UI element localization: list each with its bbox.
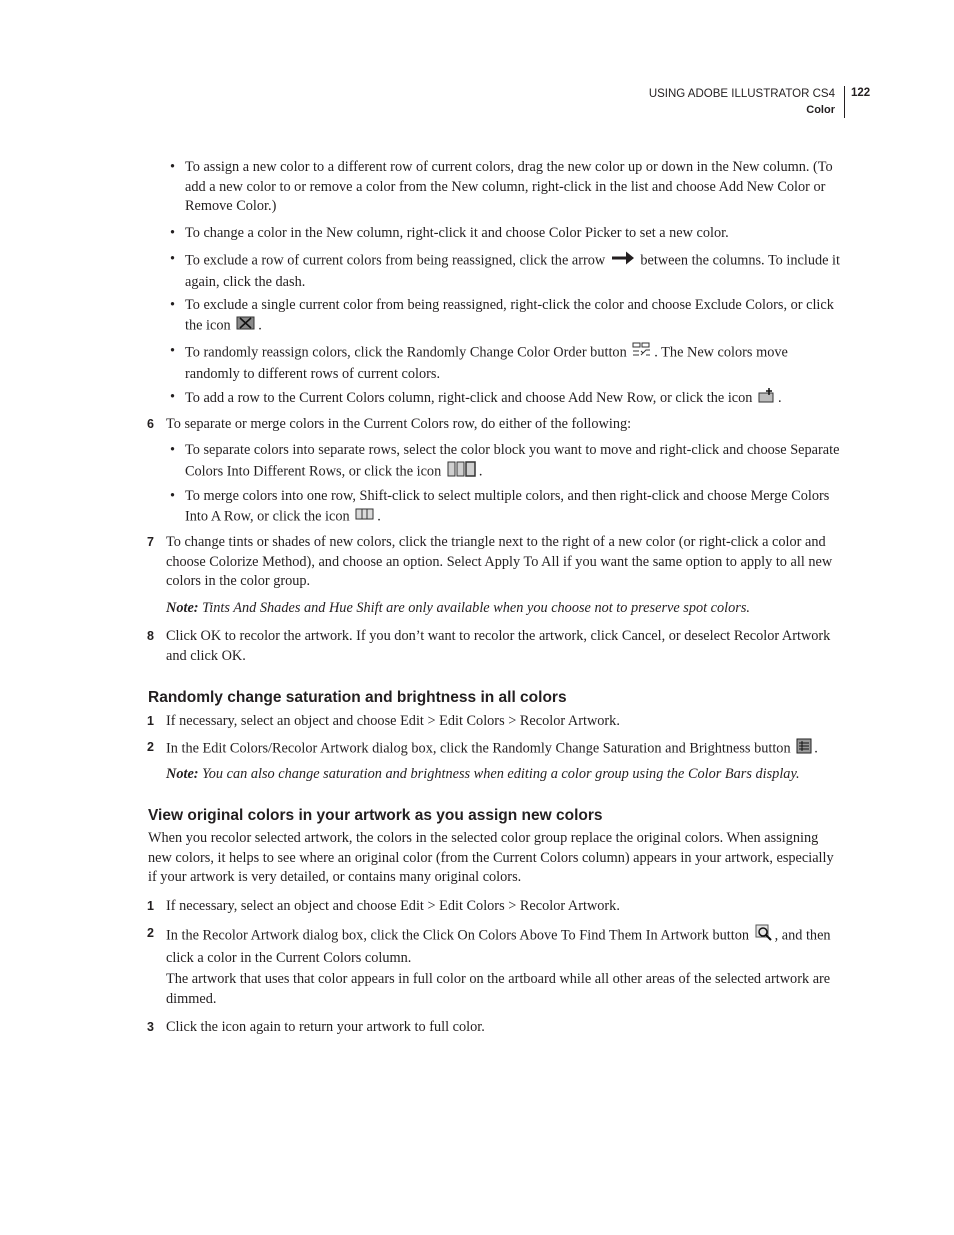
step-number: 2	[147, 740, 154, 754]
bullet-item: • To exclude a single current color from being reassigned, right-click the color and choose Exclude Colors, or click the icon .	[185, 296, 840, 336]
bullet-text: To exclude a single current color from being reassigned, right-click the color and choose Exclude Colors, or click the icon	[185, 297, 834, 334]
note-text: You can also change saturation and brightness when editing a color group using the Color Bars display.	[202, 766, 800, 782]
note-text: Tints And Shades and Hue Shift are only available when you choose not to preserve spot colors.	[202, 600, 750, 616]
bullet-text-end: .	[778, 390, 782, 407]
step-text: Click the icon again to return your artwork to full color.	[166, 1019, 485, 1035]
section-heading: Randomly change saturation and brightness in all colors	[148, 689, 567, 706]
running-header	[445, 86, 871, 118]
step-number: 1	[147, 899, 154, 913]
bullet-item: • To exclude a row of current colors from being reassigned, click the arrow between the columns. To include it again, click the dash.	[170, 251, 840, 290]
bullet-item: • To change a color in the New column, right-click it and choose Color Picker to set a new color.	[170, 225, 729, 241]
step-number: 2	[147, 926, 154, 940]
bullet-item: • To randomly reassign colors, click the Randomly Change Color Order button . The New colors move randomly to different rows of current colors.	[170, 343, 788, 382]
header-divider	[844, 86, 845, 118]
bullet-item: • To assign a new color to a different row of current colors, drag the new color up or down in the New column. (To add a new color to or remove a color from the New column, right-click in the list and choose Add New Color or Remove Color.)	[170, 159, 833, 215]
step-text-end: .	[814, 740, 818, 757]
step-text: If necessary, select an object and choose Edit > Edit Colors > Recolor Artwork.	[166, 713, 620, 729]
step-text: To change tints or shades of new colors, click the triangle next to the right of a new color (or right-click a color and choose Colorize Method), and choose an option. Select Apply To All if you want the same option to apply to all new colors in the color group.	[166, 534, 833, 590]
separate-colors-icon	[447, 461, 477, 484]
step-text-end: , and then click a color in the Current Colors column.	[166, 927, 831, 966]
step-1	[147, 897, 841, 917]
bullet-text: To merge colors into one row, Shift-click to select multiple colors, and then right-click and choose Merge Colors Into A Row, or click the icon	[185, 488, 830, 525]
bullet-text-end: . The New colors move randomly to different rows of current colors.	[185, 344, 788, 382]
note	[166, 765, 841, 785]
bullet-text: To separate colors into separate rows, select the color block you want to move and right-click and choose Separate Colors Into Different Rows, or click the icon	[185, 442, 840, 480]
step-3	[147, 1018, 841, 1038]
step-2	[147, 738, 841, 761]
bullet-text-end: .	[377, 508, 381, 525]
step-text: In the Edit Colors/Recolor Artwork dialog box, click the Randomly Change Saturation and Brightness button	[166, 740, 791, 757]
doc-title: USING ADOBE ILLUSTRATOR CS4	[648, 88, 835, 100]
bullet-text-end: .	[478, 463, 483, 480]
note	[166, 599, 841, 619]
step-number: 3	[147, 1020, 154, 1034]
step-text: If necessary, select an object and choose Edit > Edit Colors > Recolor Artwork.	[166, 898, 620, 914]
bullet-text: To assign a new color to a different row of current colors, drag the new color up or down in the New column. (To add a new color to or remove a color from the New column, right-click in the list and choose Add New Color or Remove Color.)	[185, 159, 833, 215]
step-1	[147, 712, 841, 732]
step-number: 8	[147, 629, 154, 643]
section-title: Color	[806, 104, 835, 116]
add-row-icon	[758, 388, 776, 410]
step-text: In the Recolor Artwork dialog box, click the Click On Colors Above To Find Them In Artwork button	[166, 927, 749, 944]
exclude-color-icon	[236, 316, 256, 337]
bullet-text-end: .	[258, 317, 262, 334]
step-6	[147, 415, 841, 435]
step-7	[147, 533, 841, 592]
step-number: 7	[147, 535, 154, 549]
step-number: 1	[147, 714, 154, 728]
bullet-item: • To add a row to the Current Colors column, right-click and choose Add New Row, or click the icon .	[185, 388, 840, 410]
bullet-text: To add a row to the Current Colors column, right-click and choose Add New Row, or click the icon	[185, 390, 753, 407]
step-2	[147, 924, 841, 968]
random-order-icon	[632, 342, 652, 365]
intro-paragraph: When you recolor selected artwork, the colors in the selected color group replace the original colors. When assigning new colors, it helps to see where an original color (from the Current Colors column) appears in your artwork, especially if your artwork is very detailed, or contains many original colors.	[148, 830, 834, 886]
find-in-artwork-icon	[755, 924, 773, 949]
saturation-brightness-icon	[796, 738, 812, 761]
note-label: Note:	[166, 600, 199, 616]
bullet-text: To randomly reassign colors, click the Randomly Change Color Order button	[185, 344, 627, 361]
step-2-detail: The artwork that uses that color appears in full color on the artboard while all other areas of the selected artwork are dimmed.	[166, 971, 831, 1007]
bullet-item: • To separate colors into separate rows, select the color block you want to move and right-click and choose Separate Colors Into Different Rows, or click the icon .	[185, 441, 840, 483]
bullet-item: • To merge colors into one row, Shift-click to select multiple colors, and then right-click and choose Merge Colors Into A Row, or click the icon .	[185, 487, 840, 527]
arrow-right-icon	[611, 250, 635, 273]
step-number: 6	[147, 417, 154, 431]
section-heading: View original colors in your artwork as you assign new colors	[148, 807, 603, 824]
step-text: To separate or merge colors in the Current Colors row, do either of the following:	[166, 416, 632, 432]
step-8	[147, 627, 841, 666]
step-text: Click OK to recolor the artwork. If you don’t want to recolor the artwork, click Cancel, or deselect Recolor Artwork and click OK.	[166, 628, 831, 664]
bullet-text-end: between the columns. To include it again, click the dash.	[185, 252, 840, 290]
header-titles	[649, 86, 835, 118]
bullet-text: To exclude a row of current colors from being reassigned, click the arrow	[185, 252, 606, 269]
note-label: Note:	[166, 766, 199, 782]
page-number: 122	[851, 87, 871, 99]
merge-colors-icon	[355, 507, 375, 528]
bullet-text: To change a color in the New column, right-click it and choose Color Picker to set a new color.	[185, 225, 729, 241]
